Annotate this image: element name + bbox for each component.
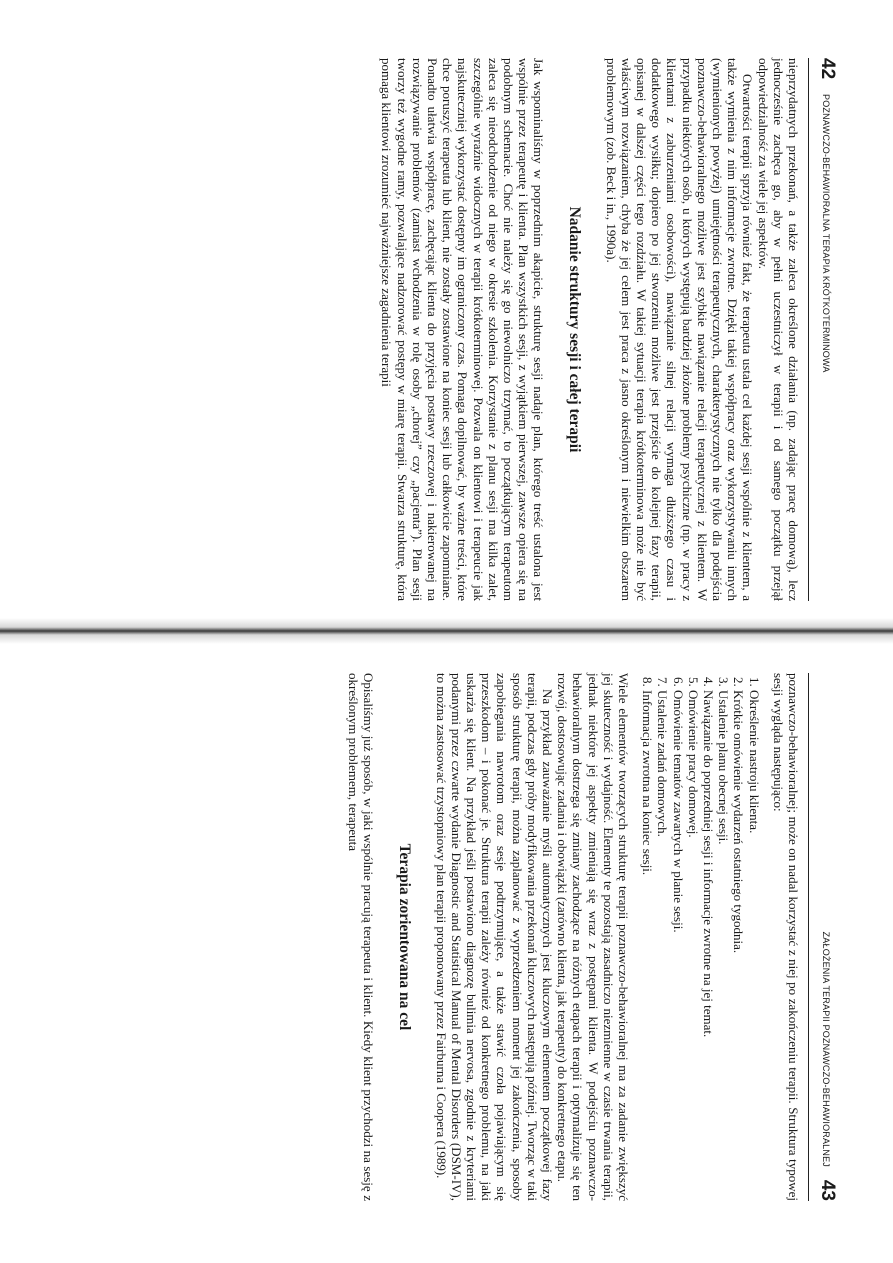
right-body-text bbox=[346, 673, 801, 1201]
list-item: 3. Ustalenie planu obecnej sesji. bbox=[716, 690, 731, 1201]
list-item: 6. Omówienie tematów zawartych w planie sesji. bbox=[670, 690, 685, 1201]
right-paragraph-3: Na przykład zauważanie myśli automatycznych jest kluczowym elementem początkowej fazy terapii, podczas gdy próby modyfikowania przekonań kluczowych następują później. Tworząc w taki sposób strukturę terapii, można zaplanować z wyprzedzeniem moment jej zakończenia, sposoby zapobiegania nawrotom oraz sesje podtrzymujące, a także stawić czoła pojawiającym się przeszkodom – i pokonać je. Struktura terapii zależy również od konkretnego problemu, na jaki uskarża się klient. Na przykład jeśli postawiono diagnozę bulimia nervosa, zgodnie z kryteriami podanymi przez czwarte wydanie Diagnostic and Statistical Manual of Mental Disorders (DSM-IV), to można zastosować trzystopniowy plan terapii proponowany przez Fairburna i Coopera (1989). bbox=[433, 673, 555, 1201]
section-heading-goal: Terapia zorientowana na cel bbox=[396, 843, 414, 1031]
right-header-rule bbox=[808, 673, 809, 1201]
list-item: 2. Krótkie omówienie wydarzeń ostatniego tygodnia. bbox=[731, 690, 746, 1201]
left-running-title: POZNAWCZO-BEHAWIORALNA TERAPIA KRÓTKOTERMINOWA bbox=[821, 94, 831, 373]
session-structure-list bbox=[640, 673, 762, 1201]
list-item: 4. Nawiązanie do poprzedniej sesji i informacje zwrotne na jej temat. bbox=[701, 690, 716, 1201]
left-page-number: 42 bbox=[817, 58, 838, 80]
section-heading-structure: Nadanie struktury sesji i całej terapii bbox=[566, 206, 584, 453]
right-page-number: 43 bbox=[817, 1179, 838, 1201]
list-item: 1. Określenie nastroju klienta. bbox=[746, 690, 761, 1201]
right-paragraph-1: poznawczo-behawioralnej; może on nadal korzystać z niej po zakończeniu terapii. Struktura typowej sesji wygląda następująco: bbox=[770, 673, 801, 1201]
left-page bbox=[0, 0, 893, 631]
left-page-header bbox=[813, 58, 838, 601]
right-page bbox=[0, 631, 893, 1263]
right-paragraph-2: Wiele elementów tworzących strukturę terapii poznawczo-behawioralnej ma za zadanie zwiększyć jej skuteczność i wydajność. Elementy te pozostają zasadniczo niezmienne w czasie trwania terapii, jednak niektóre jej aspekty zmieniają się wraz z postępami klienta. W podejściu poznawczo-behawioralnym dostrzega się zmiany zachodzące na różnych etapach terapii i optymalizuje się ten rozwój, dostosowując zadania i obowiązki (zarówno klienta, jak terapeuty) do konkretnego etapu. bbox=[555, 673, 631, 1201]
left-body-text bbox=[379, 58, 801, 601]
right-running-title: ZAŁOŻENIA TERAPII POZNAWCZO-BEHAWIORALNEJ bbox=[821, 931, 831, 1167]
right-page-header bbox=[813, 673, 838, 1201]
right-paragraph-4: Opisaliśmy już sposób, w jaki wspólnie pracują terapeuta i klient. Kiedy klient przychodzi na sesję z określonym problemem, terapeuta bbox=[346, 673, 377, 1201]
left-paragraph-3: Jak wspominaliśmy w poprzednim akapicie, strukturę sesji nadaje plan, którego treść ustalona jest wspólnie przez terapeutę i klienta. Plan wszystkich sesji, z wyjątkiem pierwszej, zawsze opiera się na podobnym schemacie. Choć nie należy się go niewolniczo trzymać, to początkującym terapeutom zaleca się nieodchodzenie od niego w okresie szkolenia. Korzystanie z planu sesji ma kilka zalet, szczególnie wyraźnie widocznych w terapii krótkoterminowej. Pozwala on klientowi i terapeucie jak najskuteczniej wykorzystać dostępny im ograniczony czas. Pomaga dopilnować, by ważne treści, które chce poruszyć terapeuta lub klient, nie zostały zostawione na koniec sesji lub całkowicie zapomniane. Ponadto ułatwia współpracę, zachęcając klienta do przyjęcia postawy rzeczowej i nakierowanej na rozwiązywanie problemów (zamiast wchodzenia w rolę osoby „chorej” czy „pacjenta”). Plan sesji tworzy też wygodne ramy, pozwalające nadzorować postępy w miarę terapii. Stwarza strukturę, która pomaga klientowi zrozumieć najważniejsze zagadnienia terapii bbox=[379, 58, 547, 601]
list-item: 8. Informacja zwrotna na koniec sesji. bbox=[640, 690, 655, 1201]
left-paragraph-2: Otwartości terapii sprzyja również fakt, że terapeuta ustala cel każdej sesji wspólnie z klientem, a także wymienia z nim informacje zwrotne. Dzięki takiej współpracy oraz wykorzystywaniu innych (wymienionych powyżej) umiejętności terapeutycznych, charakterystycznych nie tylko dla podejścia poznawczo-behawioralnego możliwe jest szybkie nawiązanie relacji terapeutycznej z klientem. W przypadku niektórych osób, u których występują bardziej złożone problemy psychiczne (np. w pracy z klientami z zaburzeniami osobowości), nawiązanie silnej relacji wymaga dłuższego czasu i dodatkowego wysiłku; dopiero po jej stworzeniu możliwe jest przejście do kolejnej fazy terapii, opisanej w dalszej części tego rozdziału. W takiej sytuacji terapia krótkoterminowa może nie być właściwym rozwiązaniem, chyba że jej celem jest praca z jasno określonym i niewielkim obszarem problemowym (zob. Beck i in., 1990a). bbox=[603, 58, 756, 601]
left-paragraph-1: nieprzydatnych przekonań, a także zaleca określone działania (np. zadając pracę domową), lecz jednocześnie zachęca go, aby w pełni uczestniczył w terapii i od samego początku przejął odpowiedzialność za wiele jej aspektów. bbox=[755, 58, 801, 601]
left-header-rule bbox=[808, 58, 809, 601]
list-item: 5. Omówienie pracy domowej. bbox=[686, 690, 701, 1201]
list-item: 7. Ustalenie zadań domowych. bbox=[655, 690, 670, 1201]
